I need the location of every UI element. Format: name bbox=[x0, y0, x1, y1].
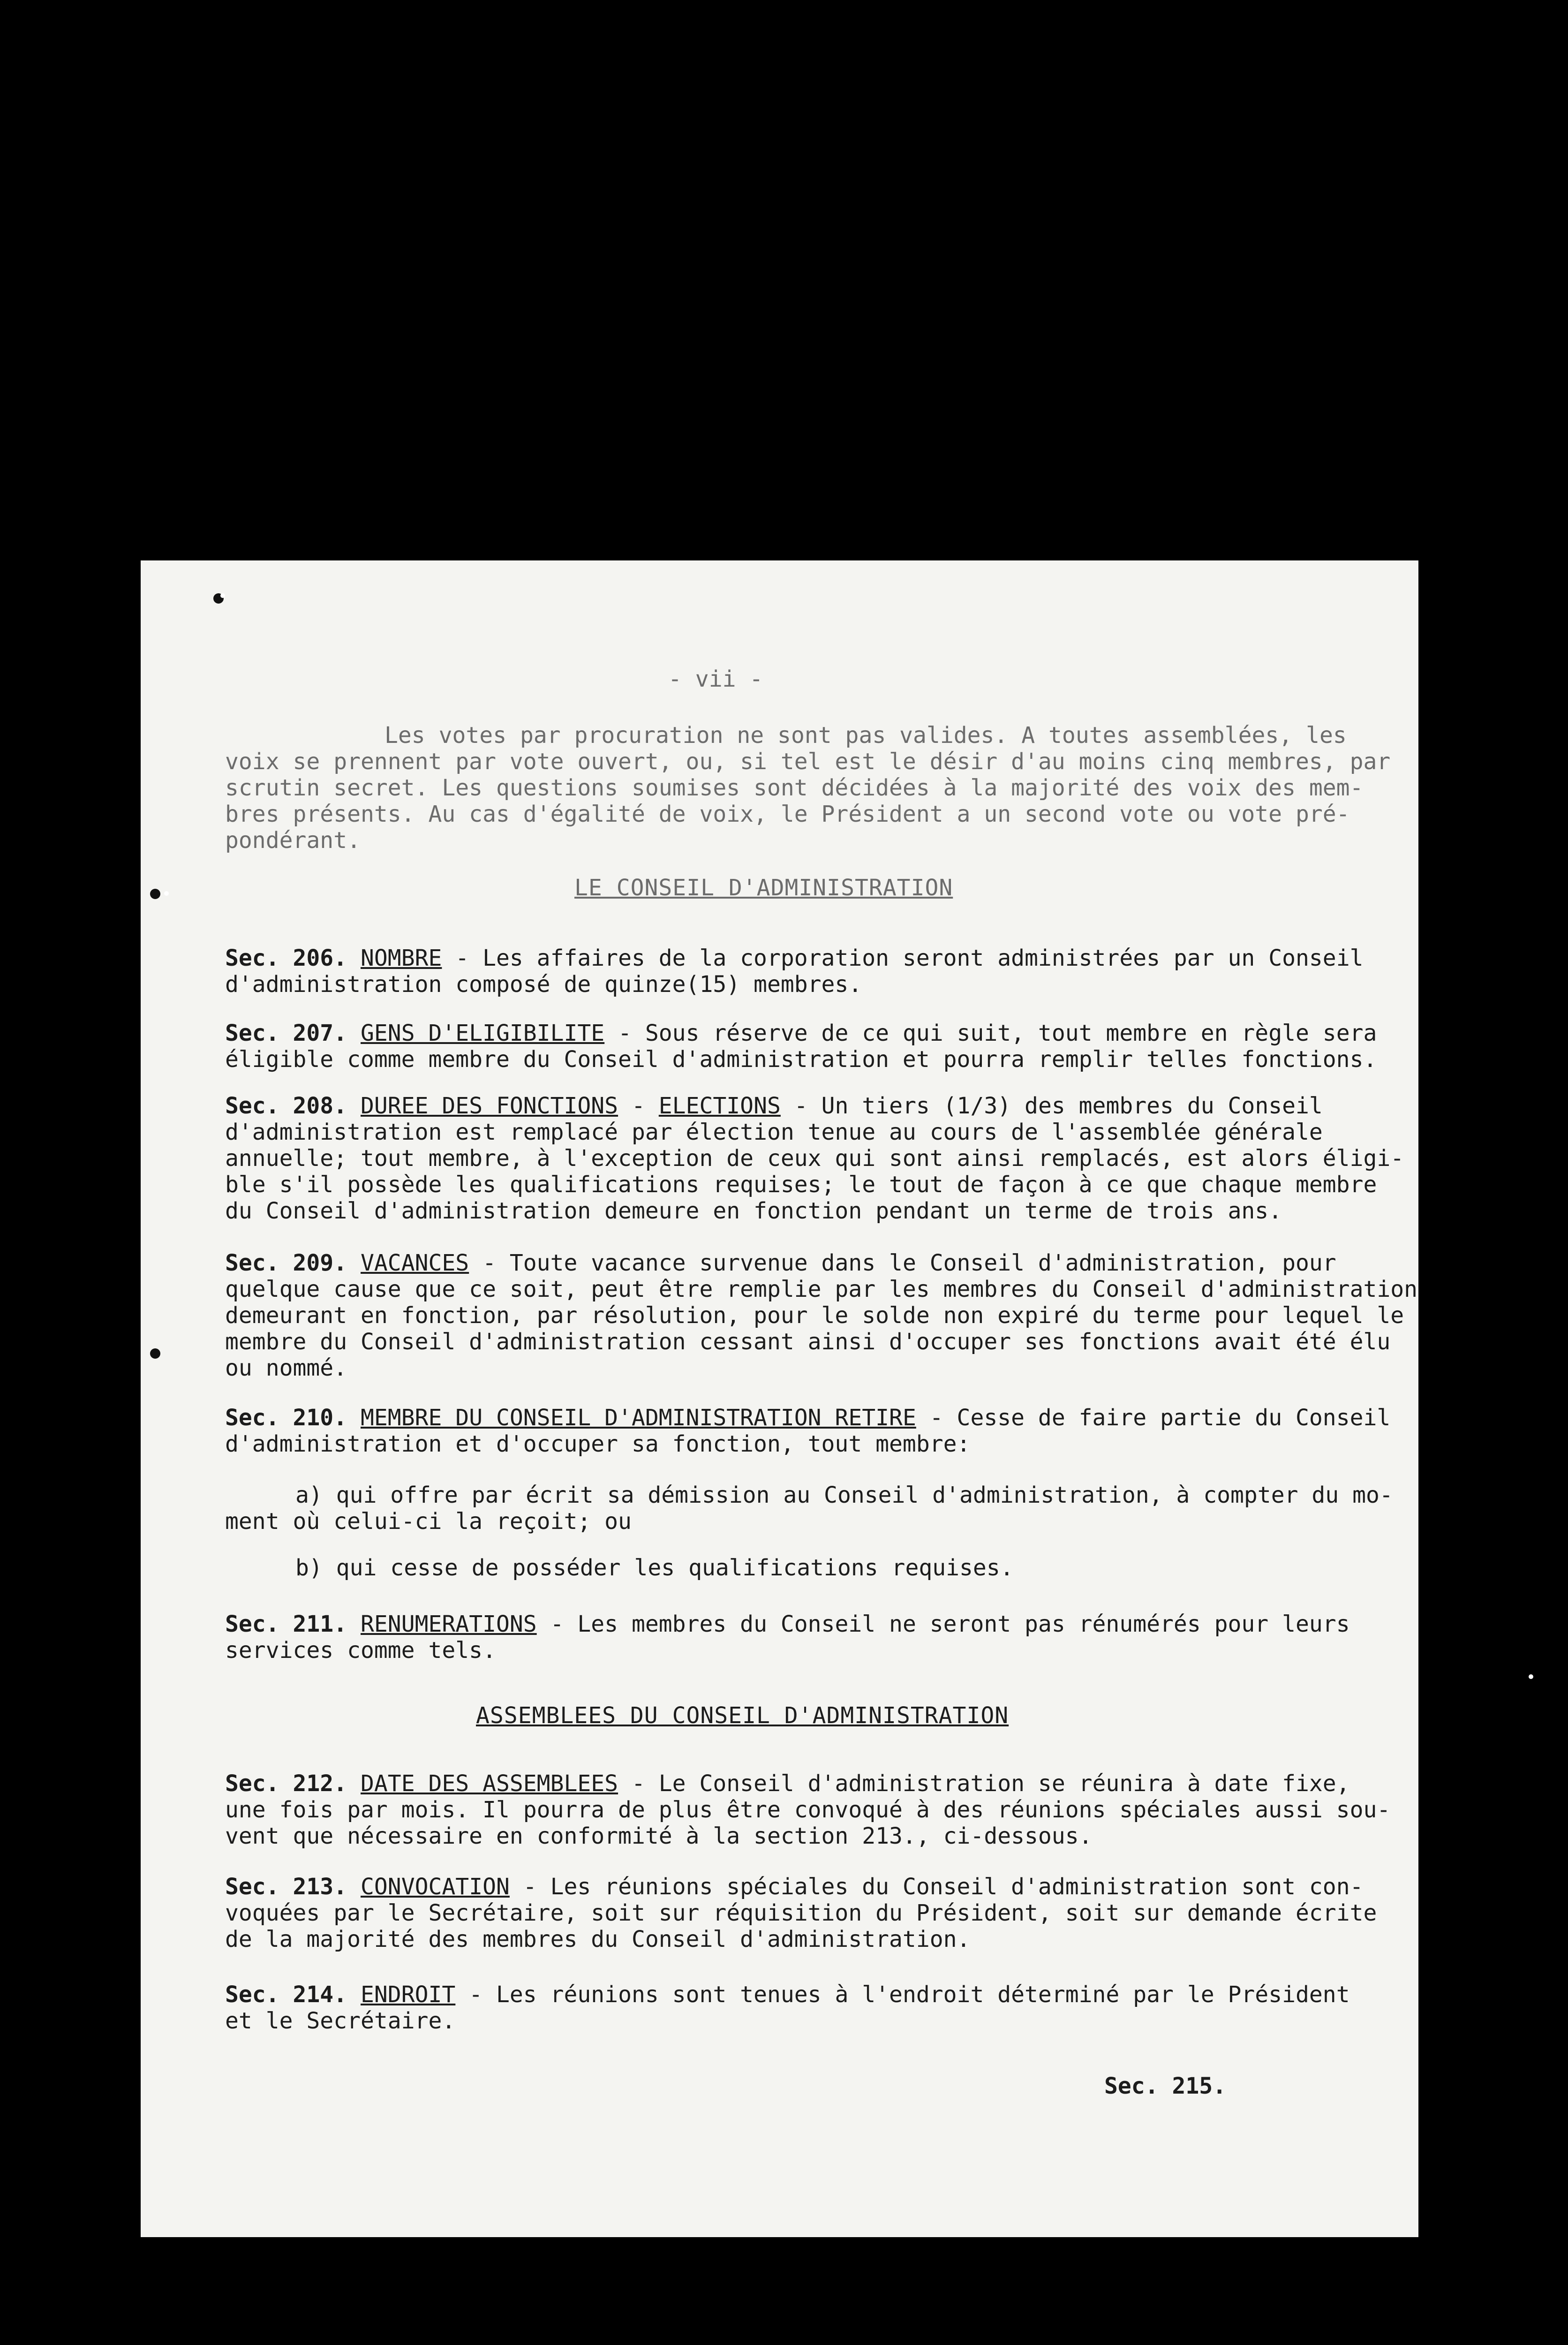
section-title: NOMBRE bbox=[361, 945, 442, 971]
section-text: ou nommé. bbox=[225, 1355, 347, 1381]
section-number: Sec. 213. bbox=[225, 1874, 347, 1900]
section-206 bbox=[225, 945, 1364, 998]
section-text: - Cesse de faire partie du Conseil bbox=[916, 1405, 1391, 1431]
section-text: annuelle; tout membre, à l'exception de ceux qui sont ainsi remplacés, est alors éligi- bbox=[225, 1145, 1404, 1172]
section-text: d'administration composé de quinze(15) membres. bbox=[225, 971, 862, 998]
section-209 bbox=[225, 1250, 1418, 1381]
heading-assemblees: ASSEMBLEES DU CONSEIL D'ADMINISTRATION bbox=[476, 1702, 1009, 1729]
heading-conseil-administration: LE CONSEIL D'ADMINISTRATION bbox=[574, 875, 953, 901]
section-text: d'administration et d'occuper sa fonction, tout membre: bbox=[225, 1431, 971, 1457]
section-text: - Le Conseil d'administration se réunira à date fixe, bbox=[618, 1770, 1350, 1797]
intro-line-4: bres présents. Au cas d'égalité de voix, le Président a un second vote ou vote pré- bbox=[225, 801, 1350, 827]
section-text: une fois par mois. Il pourra de plus être convoqué à des réunions spéciales aussi sou- bbox=[225, 1797, 1391, 1823]
section-210 bbox=[225, 1405, 1391, 1457]
section-214 bbox=[225, 1982, 1360, 2034]
section-text: ble s'il possède les qualifications requises; le tout de façon à ce que chaque membre bbox=[225, 1172, 1377, 1198]
section-text: voquées par le Secrétaire, soit sur réquisition du Président, soit sur demande écrite bbox=[225, 1900, 1377, 1926]
section-number: Sec. 209. bbox=[225, 1250, 347, 1276]
section-number: Sec. 206. bbox=[225, 945, 347, 971]
section-text: du Conseil d'administration demeure en fonction pendant un terme de trois ans. bbox=[225, 1198, 1282, 1224]
section-title: ENDROIT bbox=[361, 1982, 456, 2008]
section-text: quelque cause que ce soit, peut être remplie par les membres du Conseil d'administration bbox=[225, 1276, 1418, 1302]
section-text: - Les réunions spéciales du Conseil d'administration sont con- bbox=[509, 1874, 1364, 1900]
section-title: GENS D'ELIGIBILITE bbox=[361, 1020, 605, 1046]
section-title: VACANCES bbox=[361, 1250, 469, 1276]
film-speck bbox=[1529, 1674, 1533, 1679]
item-text: ment où celui-ci la reçoit; ou bbox=[225, 1508, 632, 1535]
section-number: Sec. 211. bbox=[225, 1611, 347, 1637]
section-title: CONVOCATION bbox=[361, 1874, 510, 1900]
section-210-item-b bbox=[225, 1555, 1360, 1581]
document-page bbox=[141, 560, 1418, 2237]
section-number: Sec. 214. bbox=[225, 1982, 347, 2008]
section-number: Sec. 210. bbox=[225, 1405, 347, 1431]
item-label: b) bbox=[295, 1555, 323, 1581]
section-text: de la majorité des membres du Conseil d'administration. bbox=[225, 1926, 971, 1952]
section-text: services comme tels. bbox=[225, 1637, 496, 1664]
section-text: éligible comme membre du Conseil d'administration et pourra remplir telles fonctions. bbox=[225, 1046, 1377, 1073]
item-text: qui offre par écrit sa démission au Conseil d'administration, à compter du mo- bbox=[336, 1482, 1393, 1508]
section-title: MEMBRE DU CONSEIL D'ADMINISTRATION RETIRE bbox=[361, 1405, 916, 1431]
section-210-item-a bbox=[225, 1482, 1393, 1535]
section-text: - Les membres du Conseil ne seront pas rénumérés pour leurs bbox=[536, 1611, 1350, 1637]
section-text: - Les affaires de la corporation seront administrées par un Conseil bbox=[442, 945, 1364, 971]
page-number: - vii - bbox=[668, 666, 763, 692]
section-207 bbox=[225, 1020, 1377, 1073]
next-section-catchword: Sec. 215. bbox=[1104, 2073, 1227, 2099]
section-number: Sec. 208. bbox=[225, 1093, 347, 1119]
section-separator: - bbox=[618, 1093, 659, 1119]
section-208 bbox=[225, 1093, 1404, 1224]
section-text: et le Secrétaire. bbox=[225, 2008, 456, 2034]
section-title: DATE DES ASSEMBLEES bbox=[361, 1770, 618, 1797]
intro-line-3: scrutin secret. Les questions soumises sont décidées à la majorité des voix des mem- bbox=[225, 775, 1364, 801]
section-title: DUREE DES FONCTIONS bbox=[361, 1093, 618, 1119]
section-text: - Sous réserve de ce qui suit, tout membre en règle sera bbox=[604, 1020, 1377, 1046]
section-title-2: ELECTIONS bbox=[658, 1093, 781, 1119]
section-text: - Toute vacance survenue dans le Conseil d'administration, pour bbox=[469, 1250, 1336, 1276]
film-speck bbox=[164, 891, 169, 896]
punch-mark bbox=[150, 1348, 160, 1359]
section-213 bbox=[225, 1874, 1377, 1952]
section-text: membre du Conseil d'administration cessant ainsi d'occuper ses fonctions avait été élu bbox=[225, 1329, 1391, 1355]
intro-line-2: voix se prennent par vote ouvert, ou, si tel est le désir d'au moins cinq membres, par bbox=[225, 749, 1391, 775]
section-211 bbox=[225, 1611, 1360, 1664]
section-text: vent que nécessaire en conformité à la section 213., ci-dessous. bbox=[225, 1823, 1093, 1849]
section-text: demeurant en fonction, par résolution, pour le solde non expiré du terme pour lequel le bbox=[225, 1302, 1404, 1329]
section-title: RENUMERATIONS bbox=[361, 1611, 537, 1637]
film-speck bbox=[220, 593, 225, 598]
intro-paragraph bbox=[225, 722, 1391, 854]
section-text: d'administration est remplacé par élection tenue au cours de l'assemblée générale bbox=[225, 1119, 1323, 1145]
section-text: - Un tiers (1/3) des membres du Conseil bbox=[780, 1093, 1323, 1119]
intro-line-5: pondérant. bbox=[225, 827, 361, 854]
item-label: a) bbox=[295, 1482, 323, 1508]
section-212 bbox=[225, 1770, 1391, 1849]
section-number: Sec. 207. bbox=[225, 1020, 347, 1046]
item-text: qui cesse de posséder les qualifications requises. bbox=[336, 1555, 1014, 1581]
intro-line-1: Les votes par procuration ne sont pas valides. A toutes assemblées, les bbox=[384, 722, 1347, 749]
punch-mark bbox=[150, 889, 160, 899]
section-number: Sec. 212. bbox=[225, 1770, 347, 1797]
section-text: - Les réunions sont tenues à l'endroit déterminé par le Président bbox=[455, 1982, 1350, 2008]
